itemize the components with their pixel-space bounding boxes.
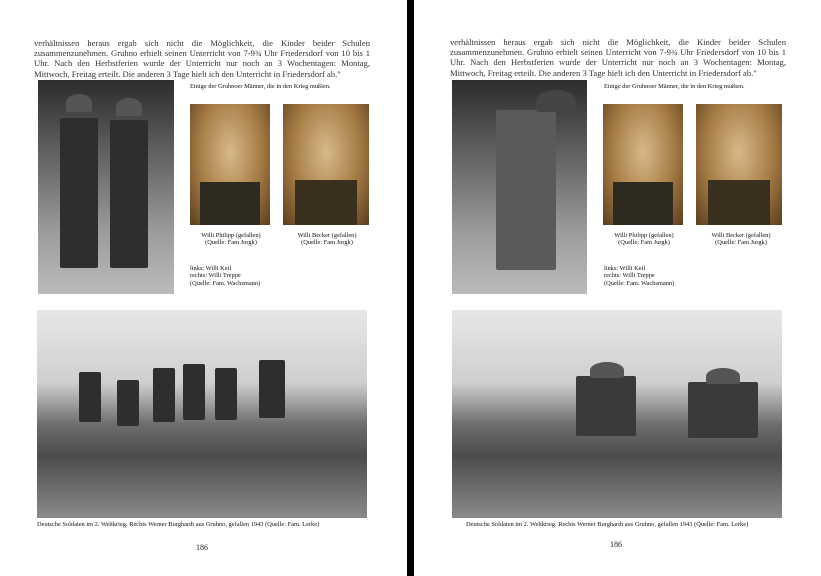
portrait-willi-becker xyxy=(283,104,369,225)
spread-divider xyxy=(407,0,414,576)
portrait-willi-becker xyxy=(696,104,782,225)
left-page xyxy=(0,0,407,576)
photo-soldier-group xyxy=(37,310,367,518)
caption-soldier-group: Deutsche Soldaten im 2. Weltkrieg. Rechts Werner Burghardt aus Gruhno, gefallen 1943 (Quelle: Fam. Lerke) xyxy=(466,521,749,528)
photo-soldier-group xyxy=(452,310,782,518)
caption-two-soldiers: links: Willi Keil rechts: Willi Treppe (Quelle: Fam. Wachsmann) xyxy=(190,265,261,287)
caption-two-soldiers: links: Willi Keil rechts: Willi Treppe (Quelle: Fam. Wachsmann) xyxy=(604,265,675,287)
page-number: 186 xyxy=(196,543,208,552)
portraits-heading: Einige der Gruhnoer Männer, die in den Krieg mußten. xyxy=(190,83,331,90)
intro-paragraph: verhältnissen heraus ergab sich nicht die Möglichkeit, die Kinder beider Schulen zusammenzunehmen. Gruhno erhielt seinen Unterricht von 7-9¾ Uhr Friedersdorf von 10 bis 1 Uhr. Nach den Herbstferien wurde der Unterricht nur noch an 3 Wochentagen: Montag, Mittwoch, Freitag erteilt. Die anderen 3 Tage hielt ich den Unterricht in Friedersdorf ab." xyxy=(34,38,370,79)
right-page xyxy=(414,0,821,576)
intro-paragraph: verhältnissen heraus ergab sich nicht die Möglichkeit, die Kinder beider Schulen zusammenzunehmen. Gruhno erhielt seinen Unterricht von 7-9¾ Uhr Friedersdorf von 10 bis 1 Uhr. Nach den Herbstferien wurde der Unterricht nur noch an 3 Wochentagen: Montag, Mittwoch, Freitag erteilt. Die anderen 3 Tage hielt ich den Unterricht in Friedersdorf ab." xyxy=(450,37,786,78)
portrait-willi-philipp xyxy=(603,104,683,225)
caption-willi-philipp: Willi Philipp (gefallen) (Quelle: Fam Jurgk) xyxy=(201,232,261,247)
portrait-willi-philipp xyxy=(190,104,270,225)
photo-two-soldiers xyxy=(38,80,174,294)
photo-two-soldiers xyxy=(452,80,587,294)
caption-willi-becker: Willi Becker (gefallen) (Quelle: Fam Jurgk) xyxy=(297,232,357,247)
page-number: 186 xyxy=(610,540,622,549)
caption-willi-becker: Willi Becker (gefallen) (Quelle: Fam Jurgk) xyxy=(711,232,771,247)
caption-willi-philipp: Willi Philipp (gefallen) (Quelle: Fam Jurgk) xyxy=(614,232,674,247)
caption-soldier-group: Deutsche Soldaten im 2. Weltkrieg. Rechts Werner Burghardt aus Gruhno, gefallen 1943 (Quelle: Fam. Lerke) xyxy=(37,521,320,528)
portraits-heading: Einige der Gruhnoer Männer, die in den Krieg mußten. xyxy=(604,83,745,90)
